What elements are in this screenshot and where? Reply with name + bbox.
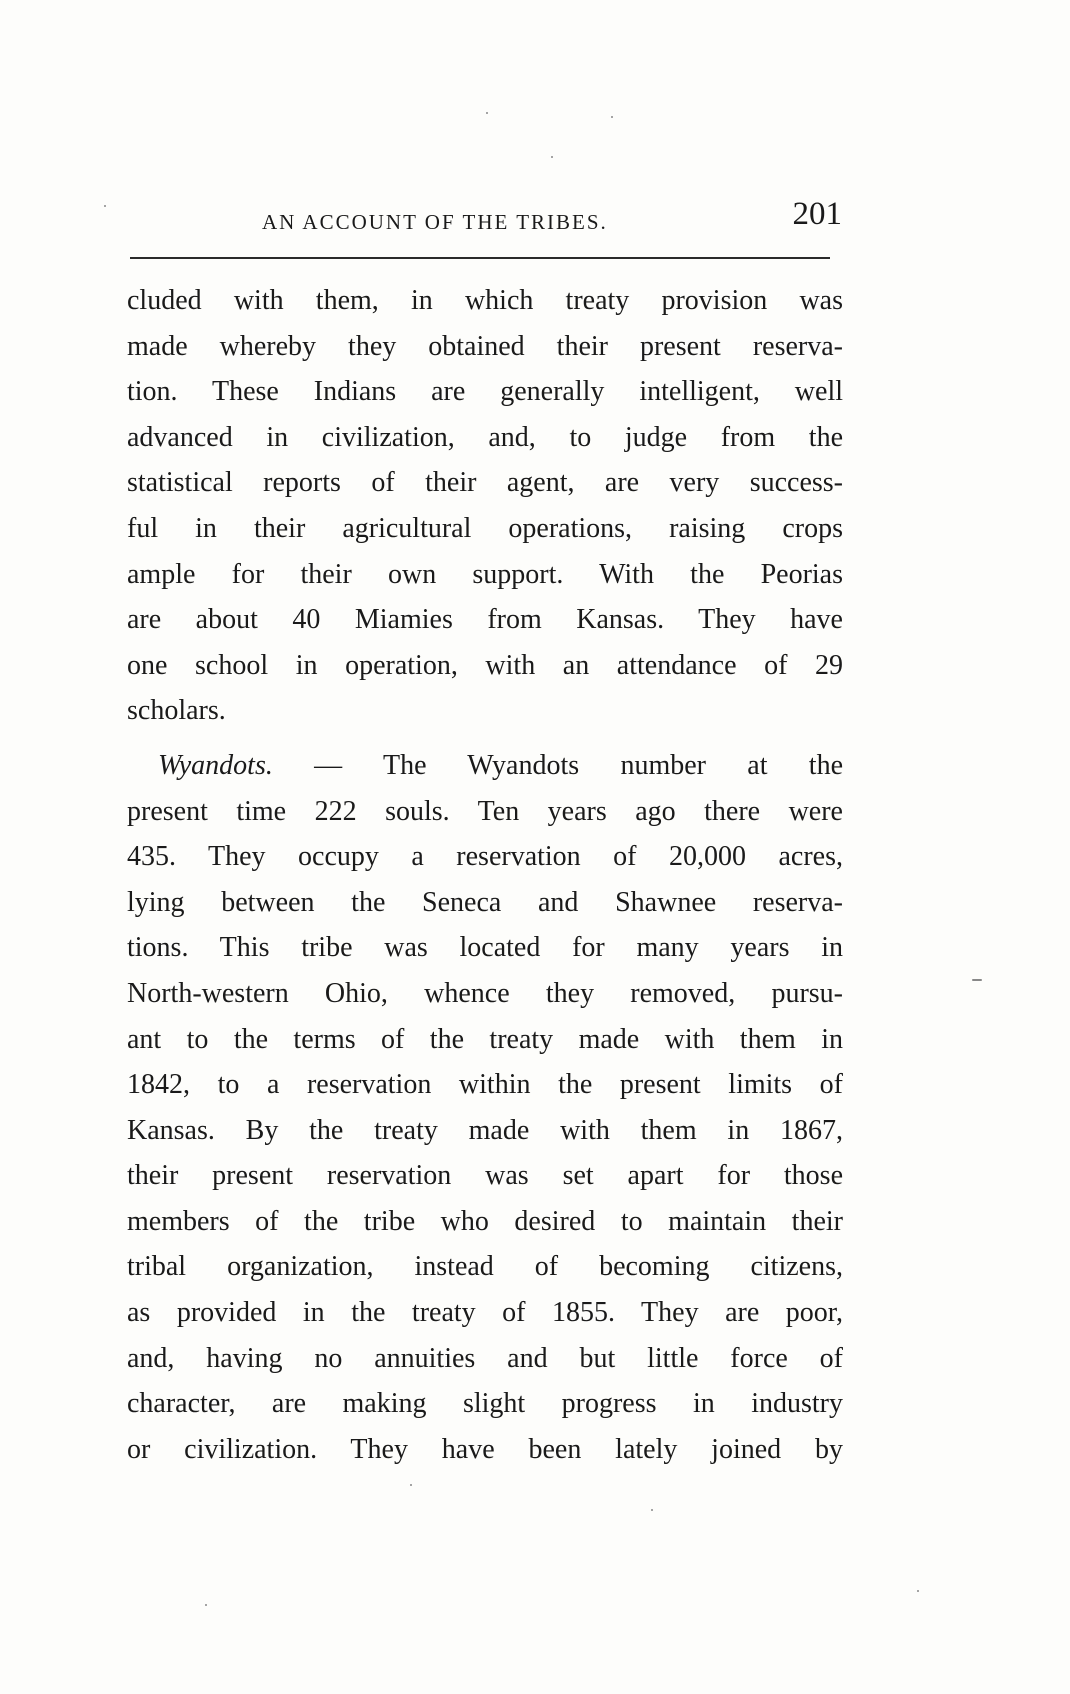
text-line: lying between the Seneca and Shawnee reserva- [127, 886, 843, 918]
text-line: are about 40 Miamies from Kansas. They have [127, 604, 843, 636]
text-line: Kansas. By the treaty made with them in 1867, [127, 1114, 843, 1146]
text-line: advanced in civilization, and, to judge from the [127, 421, 843, 453]
text-line: statistical reports of their agent, are very success- [127, 467, 843, 499]
text-line: as provided in the treaty of 1855. They are poor, [127, 1297, 843, 1329]
paragraph-continued [127, 278, 843, 734]
text-line: made whereby they obtained their present reserva- [127, 330, 843, 362]
text-line-rest: — The Wyandots number at the [314, 749, 843, 781]
text-line: members of the tribe who desired to maintain their [127, 1205, 843, 1237]
text-line: ful in their agricultural operations, raising crops [127, 512, 843, 544]
paragraph-wyandots [127, 743, 843, 1473]
text-line: ant to the terms of the treaty made with them in [127, 1023, 843, 1055]
running-head [130, 196, 842, 246]
paper-speck [917, 1590, 919, 1592]
text-line: tion. These Indians are generally intelligent, well [127, 376, 843, 408]
text-line: scholars. [127, 695, 226, 727]
text-line: 1842, to a reservation within the present limits of [127, 1069, 843, 1101]
text-line: one school in operation, with an attendance of 29 [127, 649, 843, 681]
header-rule [130, 257, 830, 259]
text-line: cluded with them, in which treaty provision was [127, 285, 843, 316]
paper-speck [651, 1509, 653, 1511]
text-line: ample for their own support. With the Peorias [127, 558, 843, 590]
running-title: AN ACCOUNT OF THE TRIBES. [262, 210, 608, 234]
paper-speck [551, 156, 553, 158]
paper-speck [486, 112, 488, 114]
text-line-first [127, 743, 843, 789]
section-heading-wyandots: Wyandots. [158, 749, 273, 781]
text-line: present time 222 souls. Ten years ago there were [127, 795, 843, 827]
text-line: or civilization. They have been lately joined by [127, 1433, 843, 1465]
paper-speck [205, 1604, 207, 1606]
text-line: character, are making slight progress in industry [127, 1388, 843, 1420]
page-number: 201 [792, 196, 842, 232]
text-line: their present reservation was set apart for those [127, 1160, 843, 1192]
paper-speck [104, 205, 106, 207]
paper-speck [611, 116, 613, 118]
text-line: tions. This tribe was located for many years in [127, 932, 843, 964]
text-line: and, having no annuities and but little force of [127, 1342, 843, 1374]
text-line: 435. They occupy a reservation of 20,000 acres, [127, 841, 843, 873]
body-text [127, 278, 843, 1472]
text-line: tribal organization, instead of becoming citizens, [127, 1251, 843, 1283]
paper-speck [972, 979, 982, 981]
paper-speck [410, 1484, 412, 1486]
text-line: North-western Ohio, whence they removed, pursu- [127, 977, 843, 1009]
